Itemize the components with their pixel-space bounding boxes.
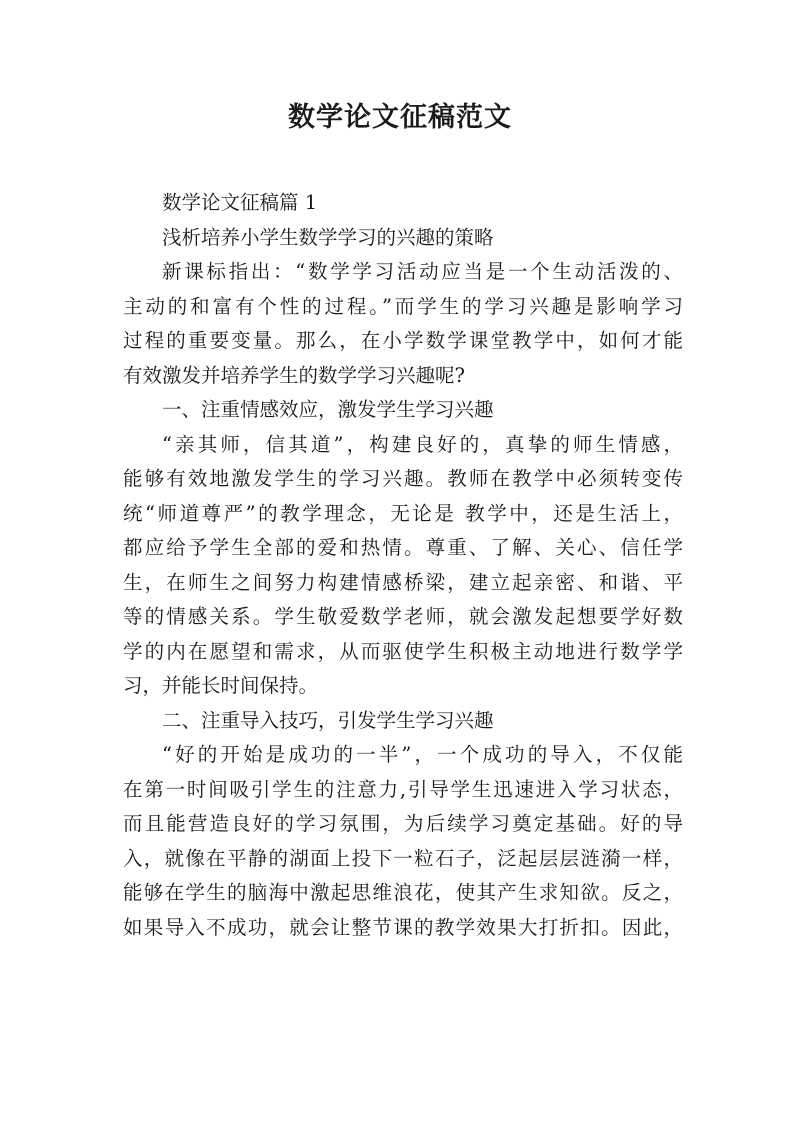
text-line: 新课标指出：“数学学习活动应当是一个生动活泼的、 (162, 260, 683, 283)
text-line: 入，就像在平静的湖面上投下一粒石子，泛起层层涟漪一样， (123, 846, 683, 870)
text-line: 如果导入不成功，就会让整节课的教学效果大打折扣。因此， (123, 915, 683, 939)
text-line: 二、注重导入技巧，引发学生学习兴趣 (162, 708, 494, 732)
text-line: 统“师道尊严”的教学理念，无论是 教学中，还是生活上， (123, 501, 683, 525)
text-line: “好的开始是成功的一半”，一个成功的导入，不仅能 (162, 743, 683, 766)
text-line: 过程的重要变量。那么，在小学数学课堂教学中，如何才能 (123, 329, 683, 352)
text-line: 能够有效地激发学生的学习兴趣。教师在教学中必须转变传 (123, 467, 683, 490)
text-line: 而且能营造良好的学习氛围，为后续学习奠定基础。好的导 (123, 812, 683, 835)
document-body (123, 186, 683, 945)
text-line: 一、注重情感效应，激发学生学习兴趣 (162, 398, 494, 421)
text-line: 习，并能长时间保持。 (123, 674, 319, 697)
text-line: 能够在学生的脑海中激起思维浪花，使其产生求知欲。反之， (123, 881, 683, 904)
text-line: “亲其师，信其道”，构建良好的，真挚的师生情感， (162, 432, 683, 456)
document-title: 数学论文征稿范文 (288, 102, 512, 133)
text-line: 等的情感关系。学生敬爱数学老师，就会激发起想要学好数 (123, 605, 683, 628)
text-line: 有效激发并培养学生的数学学习兴趣呢? (123, 363, 465, 387)
text-line: 生，在师生之间努力构建情感桥梁，建立起亲密、和谐、平 (123, 570, 683, 594)
text-line: 主动的和富有个性的过程。”而学生的学习兴趣是影响学习 (123, 294, 683, 318)
text-line: 浅析培养小学生数学学习的兴趣的策略 (162, 225, 494, 249)
text-line: 在第一时间吸引学生的注意力,引导学生迅速进入学习状态， (123, 777, 683, 801)
text-line: 数学论文征稿篇 1 (162, 191, 318, 214)
text-line: 学的内在愿望和需求，从而驱使学生积极主动地进行数学学 (123, 639, 683, 663)
text-line: 都应给予学生全部的爱和热情。尊重、了解、关心、信任学 (123, 536, 683, 559)
